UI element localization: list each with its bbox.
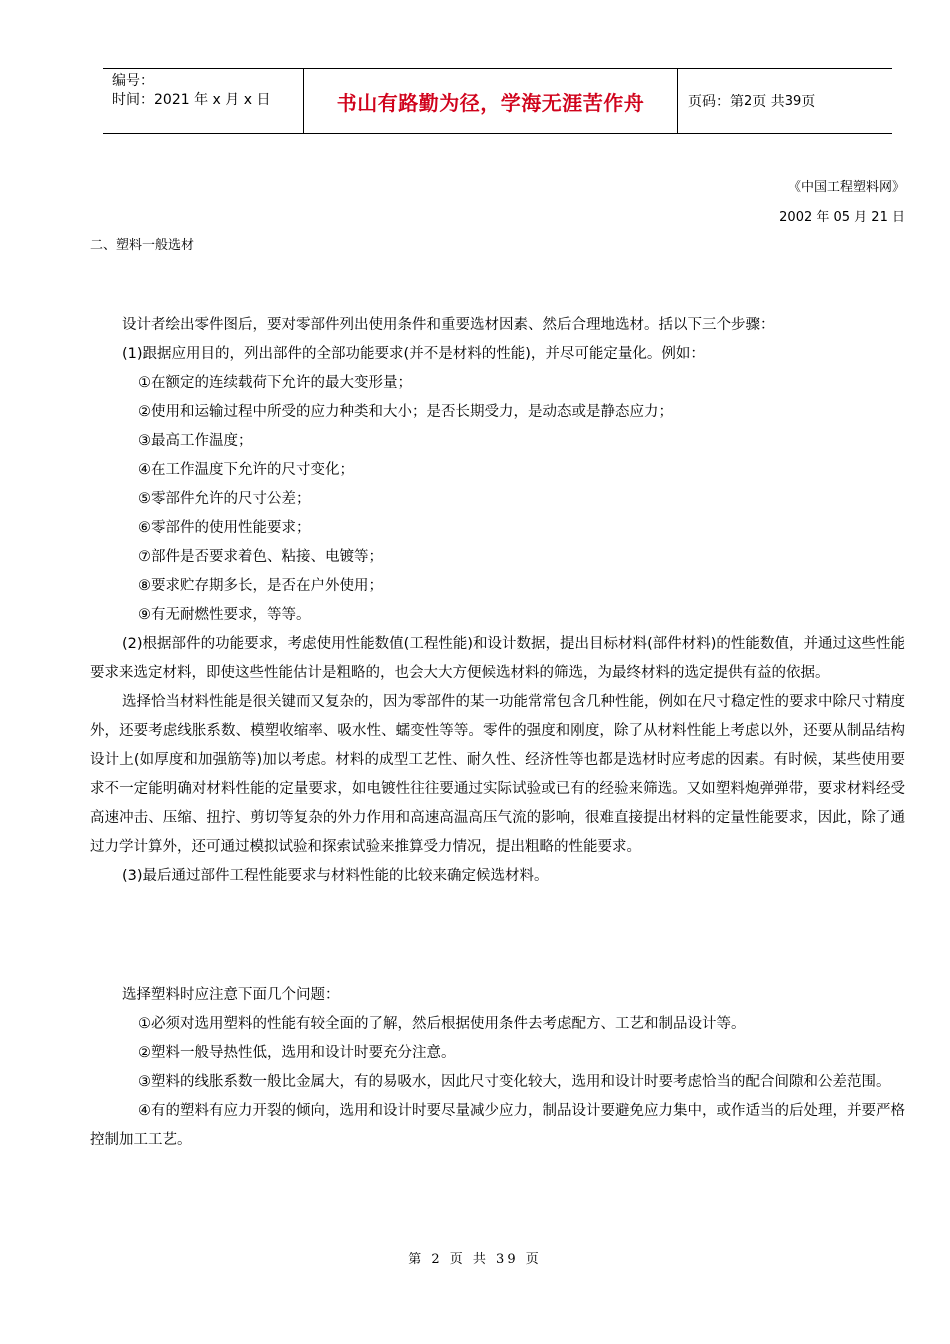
list-item: ⑦部件是否要求着色、粘接、电镀等；	[138, 549, 383, 565]
number-label: 编号：	[112, 73, 154, 89]
publish-date: 2002 年 05 月 21 日	[779, 210, 905, 225]
page-suffix: 页	[801, 94, 816, 110]
page-current: 2	[744, 93, 753, 109]
spacer	[90, 891, 905, 981]
page-header	[103, 68, 892, 134]
page-total: 39	[784, 93, 802, 109]
notes-intro: 选择塑料时应注意下面几个问题：	[122, 987, 340, 1003]
section-title: 二、塑料一般选材	[90, 238, 195, 253]
requirement-list	[90, 369, 905, 630]
article-body	[90, 311, 905, 1155]
note-item: ③塑料的线胀系数一般比金属大，有的易吸水，因此尺寸变化较大，选用和设计时要考虑恰当的配合间隙和公差范围。	[138, 1074, 891, 1090]
list-item: ⑨有无耐燃性要求，等等。	[138, 607, 311, 623]
note-item: ④有的塑料有应力开裂的倾向，选用和设计时要尽量减少应力，制品设计要避免应力集中，或作适当的后处理，并要严格控制加工工艺。	[90, 1103, 905, 1148]
intro-paragraph: 设计者绘出零件图后，要对零部件列出使用条件和重要选材因素、然后合理地选材。括以下三个步骤：	[122, 317, 775, 333]
source-label: 《中国工程塑料网》	[787, 180, 905, 195]
step-1: (1)跟据应用目的，列出部件的全部功能要求(并不是材料的性能)，并尽可能定量化。例如：	[122, 346, 705, 362]
page-mid: 页 共	[752, 94, 785, 110]
page-prefix: 页码：第	[688, 94, 744, 110]
step-2: (2)根据部件的功能要求，考虑使用性能数值(工程性能)和设计数据，提出目标材料(部件材料)的性能数值，并通过这些性能要求来选定材料，即使这些性能估计是粗略的，也会大大方便候选材料的筛选，为最终材料的选定提供有益的依据。	[90, 636, 905, 681]
header-meta	[103, 69, 304, 133]
page-footer: 第 2 页 共 39 页	[408, 1252, 542, 1267]
note-item: ①必须对选用塑料的性能有较全面的了解，然后根据使用条件去考虑配方、工艺和制品设计等。	[138, 1016, 746, 1032]
step-3: (3)最后通过部件工程性能要求与材料性能的比较来确定候选材料。	[122, 868, 549, 884]
list-item: ①在额定的连续载荷下允许的最大变形量；	[138, 375, 412, 391]
list-item: ②使用和运输过程中所受的应力种类和大小；是否长期受力，是动态或是静态应力；	[138, 404, 673, 420]
list-item: ③最高工作温度；	[138, 433, 253, 449]
header-page-info	[678, 69, 892, 133]
list-item: ④在工作温度下允许的尺寸变化；	[138, 462, 354, 478]
motto-text: 书山有路勤为径，学海无涯苦作舟	[336, 90, 645, 115]
selection-paragraph: 选择恰当材料性能是很关键而又复杂的，因为零部件的某一功能常常包含几种性能，例如在尺寸稳定性的要求中除尺寸精度外，还要考虑线胀系数、模塑收缩率、吸水性、蠕变性等等。零件的强度和刚度，除了从材料性能上考虑以外，还要从制品结构设计上(如厚度和加强筋等)加以考虑。材料的成型工艺性、耐久性、经济性等也都是选材时应考虑的因素。有时候，某些使用要求不一定能明确对材料性能的定量要求，如电镀性往往要通过实际试验或已有的经验来筛选。又如塑料炮弹弹带，要求材料经受高速冲击、压缩、扭拧、剪切等复杂的外力作用和高速高温高压气流的影响，很难直接提出材料的定量性能要求，因此，除了通过力学计算外，还可通过模拟试验和探索试验来推算受力情况，提出粗略的性能要求。	[90, 694, 905, 855]
list-item: ⑧要求贮存期多长，是否在户外使用；	[138, 578, 383, 594]
time-label: 时间：2021 年 x 月 x 日	[112, 92, 271, 108]
list-item: ⑤零部件允许的尺寸公差；	[138, 491, 311, 507]
header-motto-cell	[304, 69, 678, 133]
note-item: ②塑料一般导热性低，选用和设计时要充分注意。	[138, 1045, 456, 1061]
list-item: ⑥零部件的使用性能要求；	[138, 520, 311, 536]
